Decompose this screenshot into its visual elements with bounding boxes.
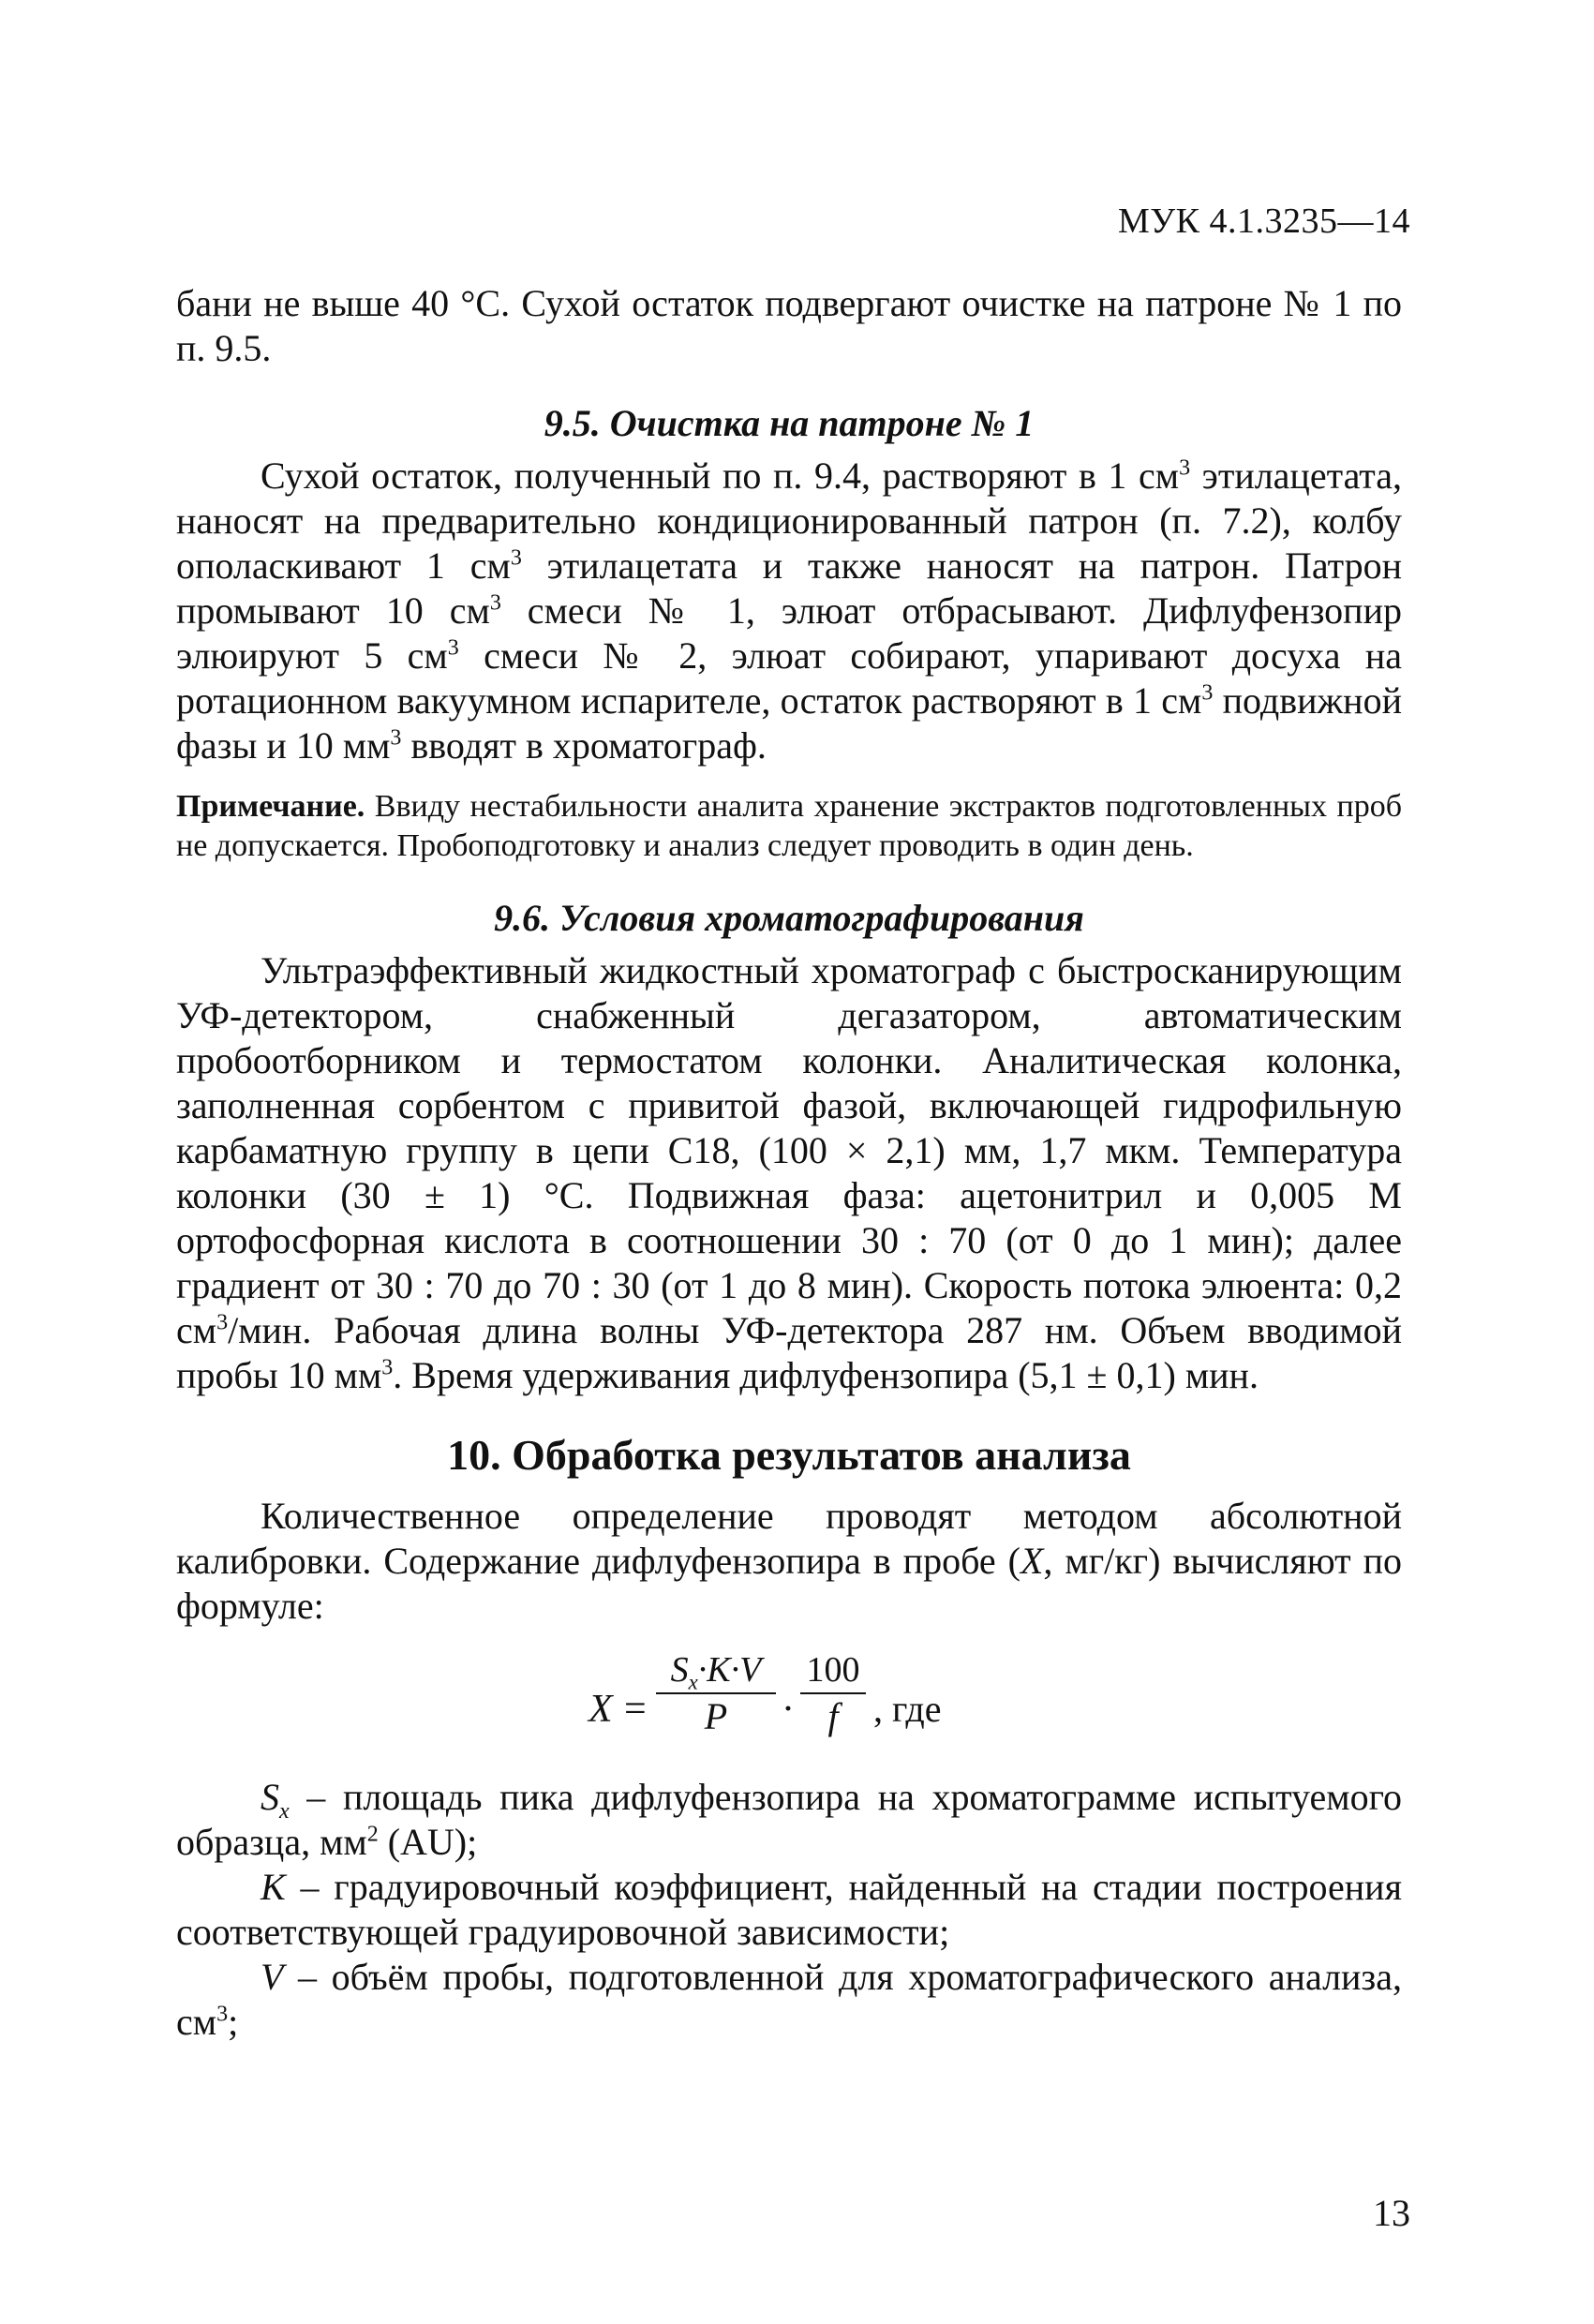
definition-v: V – объём пробы, подготовленной для хроматографического анализа, $см^3$; bbox=[176, 1956, 1402, 2043]
formula bbox=[176, 1646, 1402, 1758]
section-9-6-title: 9.6. Условия хроматографирования bbox=[494, 897, 1084, 939]
section-9-5-text: Сухой остаток, полученный по п. 9.4, растворяют в 1 $см^3$ этилацетата, наносят на предварительно кондиционированный патрон (п. 7.2), колбу ополаскивают 1 $см^3$ этилацетата и также наносят на патрон. Патрон промывают 10 $см^3$ смеси № 1, элюат отбрасывают. Дифлуфензопир элюируют 5 $см^3$ смеси № 2, элюат собирают, упаривают досуха на ротационном вакуумном испарителе, остаток растворяют в 1 $см^3$ подвижной фазы и 10 $мм^3$ вводят в хроматограф. bbox=[176, 454, 1403, 767]
formula-lhs: X bbox=[588, 1688, 613, 1731]
note-text: Ввиду нестабильности аналита хранение экстрактов подготовленных проб не допускается. Пробоподготовку и анализ следует проводить в один день. bbox=[176, 789, 1402, 863]
definition-sx: $S_x$ – площадь пика дифлуфензопира на хроматограмме испытуемого образца, $мм^2$ (AU); bbox=[176, 1776, 1402, 1863]
section-9-5-title: 9.5. Очистка на патроне № 1 bbox=[544, 402, 1035, 444]
document-code: МУК 4.1.3235—14 bbox=[1117, 201, 1410, 241]
formula-fraction-2: 100 f bbox=[800, 1649, 866, 1737]
page-number: 13 bbox=[1373, 2192, 1410, 2234]
formula-suffix: , где bbox=[873, 1688, 942, 1730]
continued-paragraph: бани не выше 40 °С. Сухой остаток подвергают очистке на патроне № 1 по п. 9.5. bbox=[176, 282, 1402, 369]
fraction-bar bbox=[800, 1692, 866, 1694]
section-10-text: Количественное определение проводят методом абсолютной калибровки. Содержание дифлуфензопира в пробе (X, мг/кг) вычисляют по формуле: bbox=[176, 1495, 1403, 1627]
definition-k: K – градуировочный коэффициент, найденный на стадии построения соответствующей градуировочной зависимости; bbox=[176, 1866, 1402, 1953]
formula-dot: · bbox=[782, 1688, 795, 1731]
formula-equals: = bbox=[624, 1688, 647, 1731]
fraction-bar bbox=[656, 1692, 776, 1694]
note-paragraph bbox=[176, 787, 1402, 866]
note-label: Примечание. bbox=[176, 789, 365, 824]
section-10-title: 10. Обработка результатов анализа bbox=[447, 1431, 1131, 1479]
page-body bbox=[176, 281, 1402, 2045]
section-9-6-text: Ультраэффективный жидкостный хроматограф с быстросканирующим УФ-детектором, снабженный дегазатором, автоматическим пробоотборником и термостатом колонки. Аналитическая колонка, заполненная сорбентом с привитой фазой, включающей гидрофильную карбаматную группу в цепи С18, (100 × 2,1) мм, 1,7 мкм. Температура колонки (30 ± 1) °С. Подвижная фаза: ацетонитрил и 0,005 М ортофосфорная кислота в соотношении 30 : 70 (от 0 до 1 мин); далее градиент от 30 : 70 до 70 : 30 (от 1 до 8 мин). Скорость потока элюента: 0,2 $см^3$/мин. Рабочая длина волны УФ-детектора 287 нм. Объем вводимой пробы 10 $мм^3$. Время удерживания дифлуфензопира (5,1 ± 0,1) мин. bbox=[176, 949, 1402, 1396]
formula-fraction-1: $S_x\cdot K\cdot V$ P bbox=[656, 1649, 776, 1737]
